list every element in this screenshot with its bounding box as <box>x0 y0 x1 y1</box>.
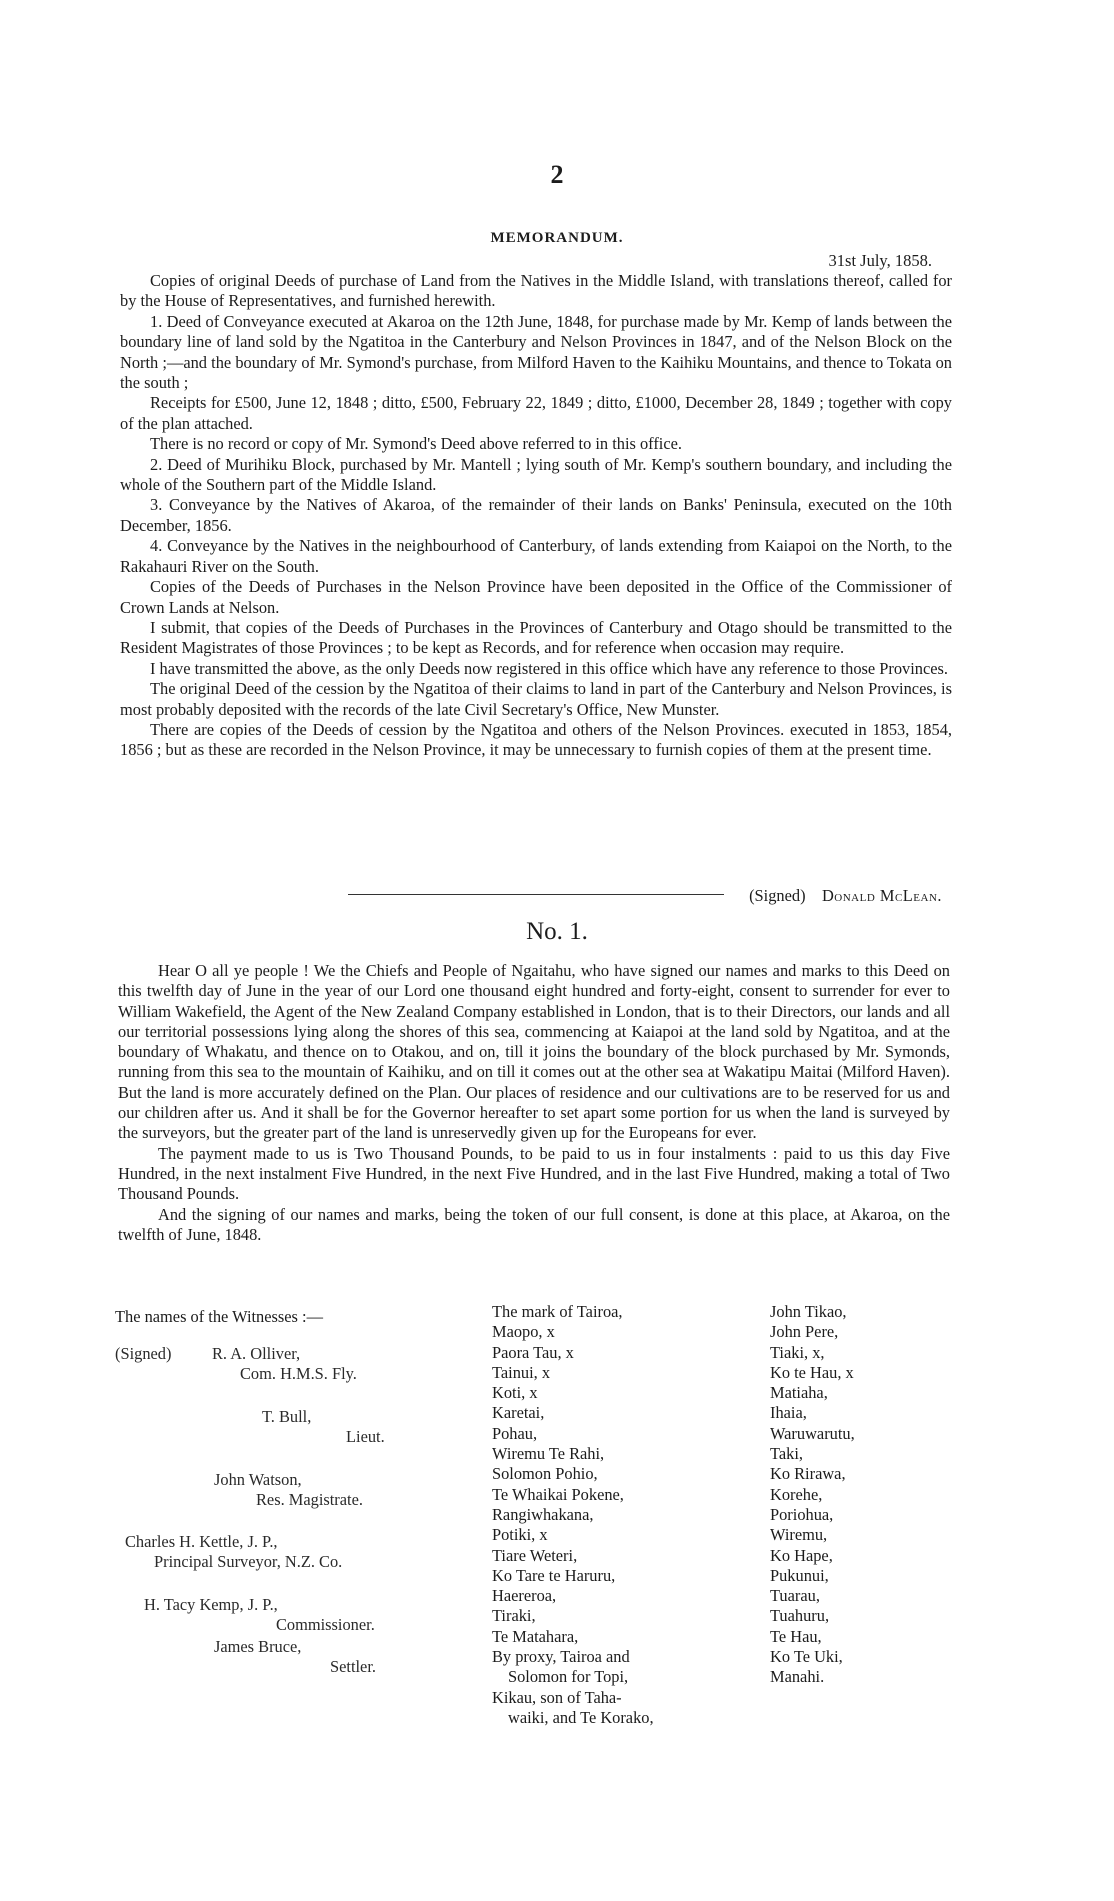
signatory: Solomon for Topi, <box>508 1667 629 1687</box>
signatory: By proxy, Tairoa and <box>492 1647 630 1667</box>
signatory: Tiraki, <box>492 1606 536 1626</box>
signatory: Wiremu, <box>770 1525 828 1545</box>
deed-paragraph: And the signing of our names and marks, being the token of our full consent, is done at this place, at Akaroa, on the twelfth of June, 1848. <box>118 1204 950 1244</box>
witness-name: James Bruce, <box>214 1637 302 1656</box>
signatory: Ko Te Uki, <box>770 1647 843 1667</box>
signatory: The mark of Tairoa, <box>492 1302 623 1321</box>
signatory: Tiaki, x, <box>770 1342 825 1362</box>
witness-name: R. A. Olliver, <box>212 1344 301 1363</box>
signatory: John Pere, <box>770 1322 839 1342</box>
signatory: Ihaia, <box>770 1403 807 1423</box>
signatory-name: Donald McLean. <box>821 886 942 905</box>
memo-paragraph: Receipts for £500, June 12, 1848 ; ditto, £500, February 22, 1849 ; ditto, £1000, December 28, 1849 ; together with copy of the plan attached. <box>120 393 952 433</box>
memorandum-signature <box>749 886 942 906</box>
memo-paragraph: Copies of the Deeds of Purchases in the Nelson Province have been deposited in the Office of the Commissioner of Crown Lands at Nelson. <box>120 577 952 617</box>
witness-title: Principal Surveyor, N.Z. Co. <box>154 1552 343 1571</box>
witness-title: Res. Magistrate. <box>256 1490 363 1509</box>
signatory: Haereroa, <box>492 1586 557 1606</box>
signatory: Tainui, x <box>492 1362 551 1382</box>
signatory: Taki, <box>770 1444 803 1464</box>
section-divider <box>348 894 724 895</box>
witness-name: Charles H. Kettle, J. P., <box>125 1532 278 1551</box>
deed-paragraph: Hear O all ye people ! We the Chiefs and People of Ngaitahu, who have signed our names and marks to this Deed on this twelfth day of June in the year of our Lord one thousand eight hundred and forty-eight, consent to surrender for ever to William Wakefield, the Agent of the New Zealand Company established in London, that is to their Directors, our lands and all our territorial possessions lying along the shores of this sea, commencing at Kaiapoi at the land sold by Ngatitoa, and at the boundary of Whakatu, and thence on to Otakou, and on, till it joins the boundary of the block purchased by Mr. Symonds, running from this sea to the mountain of Kaihiku, and on till it comes out at the other sea at Wakatipu Maitai (Milford Haven). But the land is more accurately defined on the Plan. Our places of residence and our cultivations are to be reserved for us and our children after us. And it shall be for the Governor hereafter to set apart some portion for us when the land is surveyed by the surveyors, but the greater part of the land is unreservedly given up for the Europeans for ever. <box>118 961 950 1143</box>
signatory: Waruwarutu, <box>770 1423 855 1443</box>
witness-title: Commissioner. <box>276 1615 375 1634</box>
memo-paragraph: There is no record or copy of Mr. Symond's Deed above referred to in this office. <box>150 434 682 454</box>
signatory: Manahi. <box>770 1667 825 1687</box>
signatory: Potiki, x <box>492 1525 548 1545</box>
page-number: 2 <box>550 160 564 189</box>
deed-title: No. 1. <box>526 918 588 945</box>
memo-paragraph: 3. Conveyance by the Natives of Akaroa, of the remainder of their lands on Banks' Peninsula, executed on the 10th December, 1856. <box>120 495 952 535</box>
witness-name: John Watson, <box>214 1470 302 1489</box>
signatory: Tuarau, <box>770 1586 820 1606</box>
signatory: Ko te Hau, x <box>770 1362 854 1382</box>
memo-paragraph: 1. Deed of Conveyance executed at Akaroa on the 12th June, 1848, for purchase made by Mr. Kemp of lands between the boundary line of land sold by the Ngatitoa in the Canterbury and Nelson Provinces in 1847, and of the Nelson Block on the North ;—and the boundary of Mr. Symond's purchase, from Milford Haven to the Kaihiku Mountains, and thence to Tokata on the south ; <box>120 311 952 393</box>
signatory: Te Whaikai Pokene, <box>492 1484 624 1504</box>
witnesses-heading: The names of the Witnesses :— <box>115 1307 323 1326</box>
signatory: Pukunui, <box>770 1565 829 1585</box>
witness-title: Settler. <box>330 1657 376 1676</box>
memo-paragraph: Copies of original Deeds of purchase of Land from the Natives in the Middle Island, with translations thereof, called for by the House of Representatives, and furnished herewith. <box>120 271 952 311</box>
signatory: Ko Rirawa, <box>770 1464 846 1484</box>
memo-paragraph: 4. Conveyance by the Natives in the neighbourhood of Canterbury, of lands extending from Kaiapoi on the North, to the Rakahauri River on the South. <box>120 536 952 576</box>
signatory: Te Hau, <box>770 1626 822 1646</box>
signatory: John Tikao, <box>770 1302 847 1321</box>
witnesses-signed-label: (Signed) <box>115 1344 172 1363</box>
signatory: Ko Hape, <box>770 1545 833 1565</box>
memorandum-title: MEMORANDUM. <box>490 230 624 246</box>
signatories-column-1 <box>492 1302 654 1728</box>
signatory: Maopo, x <box>492 1322 555 1342</box>
signatory: Ko Tare te Haruru, <box>492 1565 616 1585</box>
signatory: Rangiwhakana, <box>492 1504 594 1524</box>
memo-paragraph: There are copies of the Deeds of cession by the Ngatitoa and others of the Nelson Provinces. executed in 1853, 1854, 1856 ; but as these are recorded in the Nelson Province, it may be unnecessary to furnish copies of them at the present time. <box>120 719 952 760</box>
witness-title: Lieut. <box>346 1427 385 1446</box>
signatory: Wiremu Te Rahi, <box>492 1444 605 1464</box>
memo-paragraph: I have transmitted the above, as the only Deeds now registered in this office which have any reference to those Provinces. <box>150 658 949 678</box>
signed-prefix: (Signed) <box>749 886 806 905</box>
deed-body <box>118 961 950 1245</box>
signatory: Karetai, <box>492 1403 545 1423</box>
signatory: Korehe, <box>770 1484 823 1504</box>
signatory: Kikau, son of Taha- <box>492 1687 622 1707</box>
signatory: Pohau, <box>492 1423 538 1443</box>
signatory: Te Matahara, <box>492 1626 579 1646</box>
witness-title: Com. H.M.S. Fly. <box>240 1364 357 1383</box>
witness-name: T. Bull, <box>262 1407 312 1426</box>
signatory: Solomon Pohio, <box>492 1464 598 1484</box>
memo-paragraph: The original Deed of the cession by the Ngatitoa of their claims to land in part of the Canterbury and Nelson Provinces, is most probably deposited with the records of the late Civil Secretary's Office, New Munster. <box>120 679 952 719</box>
memo-paragraph: I submit, that copies of the Deeds of Purchases in the Provinces of Canterbury and Otago should be transmitted to the Resident Magistrates of those Provinces ; to be kept as Records, and for reference when occasion may require. <box>120 617 952 658</box>
signatory: Matiaha, <box>770 1383 828 1403</box>
witness-name: H. Tacy Kemp, J. P., <box>144 1595 278 1614</box>
memorandum-body <box>120 271 952 761</box>
signatory: Tiare Weteri, <box>492 1545 578 1565</box>
deed-paragraph: The payment made to us is Two Thousand Pounds, to be paid to us in four instalments : paid to us this day Five Hundred, in the next instalment Five Hundred, in the next Five Hundred, and in the last Five Hundred, making a total of Two Thousand Pounds. <box>118 1143 950 1204</box>
signatory: Koti, x <box>492 1383 538 1403</box>
signatory: Paora Tau, x <box>492 1342 574 1362</box>
signatory: waiki, and Te Korako, <box>508 1707 654 1727</box>
signatory: Tuahuru, <box>770 1606 830 1626</box>
signatory: Poriohua, <box>770 1504 834 1524</box>
memorandum-date: 31st July, 1858. <box>828 251 932 270</box>
signatories-column-2 <box>770 1302 855 1688</box>
memo-paragraph: 2. Deed of Murihiku Block, purchased by Mr. Mantell ; lying south of Mr. Kemp's southern boundary, and including the whole of the Southern part of the Middle Island. <box>120 454 952 495</box>
